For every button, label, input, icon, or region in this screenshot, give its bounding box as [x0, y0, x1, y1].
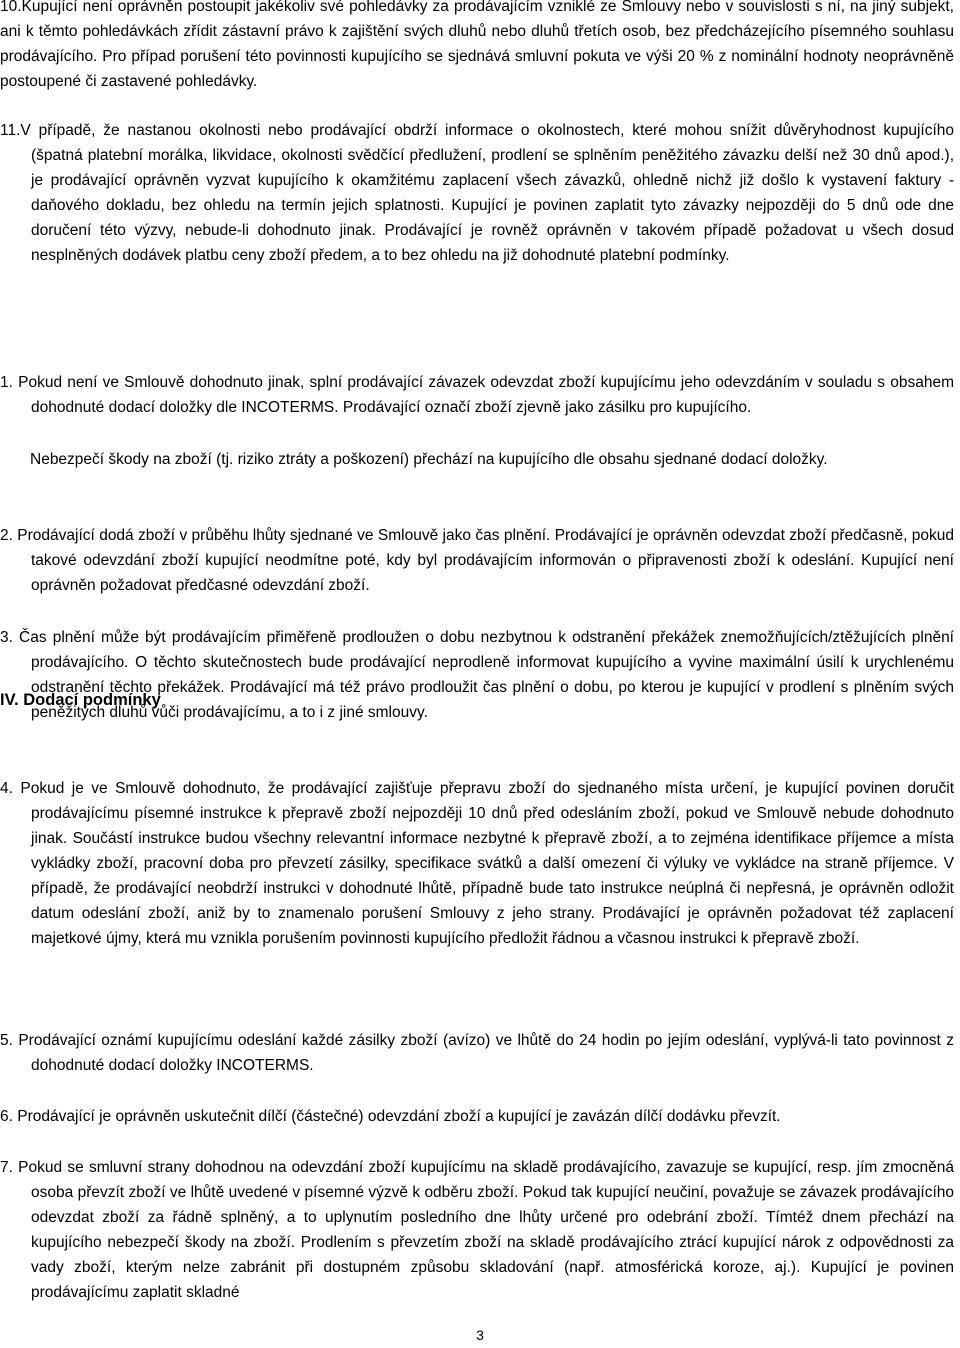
item-number: 6. [0, 1108, 13, 1125]
list-item-4 [0, 776, 954, 951]
list-item-7 [0, 1155, 954, 1305]
item-text: Prodávající dodá zboží v průběhu lhůty sjednané ve Smlouvě jako čas plnění. Prodávající je oprávněn odevzdat zboží předčasně, pokud takové odevzdání zboží kupující neodmítne poté, kdy byl prodávajícím informován o připravenosti zboží k odeslání. Kupující není oprávněn požadovat předčasné odevzdání zboží. [17, 527, 954, 594]
section-heading: IV. Dodací podmínky [0, 691, 161, 709]
item-text: Čas plnění může být prodávajícím přiměřeně prodloužen o dobu nezbytnou k odstranění překážek znemožňujících/ztěžujících plnění prodávajícího. O těchto skutečnostech bude prodávající neprodleně informovat kupujícího a vyvine maximální úsilí k urychlenému odstranění těchto překážek. Prodávající má též právo prodloužit čas plnění o dobu, po kterou je kupující v prodlení s plněním svých peněžitých dluhů vůči prodávajícímu, a to i z jiné smlouvy. [19, 629, 954, 721]
paragraph-11: 11.V případě, že nastanou okolnosti nebo prodávající obdrží informace o okolnostech, které mohou snížit důvěryhodnost kupujícího (špatná platební morálka, likvidace, okolnosti svědčící předlužení, prodlení se splněním peněžitého závazku delší než 30 dnů apod.), je prodávající oprávněn vyzvat kupujícího k okamžitému zaplacení všech závazků, ohledně nichž již došlo k vystavení faktury - daňového dokladu, bez ohledu na termín jejich splatnosti. Kupující je povinen zaplatit tyto závazky nejpozději do 5 dnů ode dne doručení této výzvy, nebude-li dohodnuto jinak. Prodávající je rovněž oprávněn v takovém případě požadovat u všech dosud nesplněných dodávek platbu ceny zboží předem, a to bez ohledu na již dohodnuté platební podmínky. [0, 122, 954, 264]
list-item-2 [0, 523, 954, 598]
item-number: 7. [0, 1159, 13, 1176]
item-text: Prodávající oznámí kupujícímu odeslání každé zásilky zboží (avízo) ve lhůtě do 24 hodin po jejím odeslání, vyplývá-li tato povinnost z dohodnuté dodací doložky INCOTERMS. [18, 1032, 954, 1074]
item-number: 2. [0, 527, 13, 544]
item-text: Pokud se smluvní strany dohodnou na odevzdání zboží kupujícímu na skladě prodávajícího, zavazuje se kupující, resp. jím zmocněná osoba převzít zboží ve lhůtě uvedené v písemné výzvě k odběru zboží. Pokud tak kupující neučiní, považuje se závazek prodávajícího odevzdat zboží za řádně splněný, a to uplynutím posledního dne lhůty určené pro odebrání zboží. Tímtéž dnem přechází na kupujícího nebezpečí škody na zboží. Prodlením s převzetím zboží na skladě prodávajícího ztrácí kupující nárok z odpovědnosti za vady zboží, kterým nelze zabránit při dostupném způsobu skladování (např. atmosférická koroze, aj.). Kupující je povinen prodávajícímu zaplatit skladné [18, 1159, 954, 1301]
list-item-6 [0, 1104, 954, 1129]
item-number: 3. [0, 629, 13, 646]
item-number: 1. [0, 374, 13, 391]
item-text: Pokud není ve Smlouvě dohodnuto jinak, splní prodávající závazek odevzdat zboží kupujícímu jeho odevzdáním v souladu s obsahem dohodnuté dodací doložky dle INCOTERMS. Prodávající označí zboží zjevně jako zásilku pro kupujícího. [18, 374, 954, 416]
item-text: Prodávající je oprávněn uskutečnit dílčí (částečné) odevzdání zboží a kupující je zavázán dílčí dodávku převzít. [17, 1108, 781, 1125]
item-number: 5. [0, 1032, 13, 1049]
list-item-3 [0, 625, 954, 725]
item-number: 4. [0, 780, 13, 797]
item-text: Pokud je ve Smlouvě dohodnuto, že prodávající zajišťuje přepravu zboží do sjednaného místa určení, je kupující povinen doručit prodávajícímu písemné instrukce k přepravě zboží nejpozději 10 dnů před odesláním zboží, pokud ve Smlouvě nebude dohodnuto jinak. Součástí instrukce budou všechny relevantní informace nezbytné k přepravě zboží, a to zejména identifikace příjemce a místa vykládky zboží, pracovní doba pro převzetí zásilky, specifikace svátků a další omezení či výluky ve vykládce na straně příjemce. V případě, že prodávající neobdrží instrukci v dohodnuté lhůtě, případně bude tato instrukce neúplná či nepřesná, je oprávněn odložit datum odeslání zboží, aniž by to znamenalo porušení Smlouvy z jeho strany. Prodávající je oprávněn požadovat též zaplacení majetkové újmy, která mu vznikla porušením povinnosti kupujícího předložit řádnou a včasnou instrukci k přepravě zboží. [20, 780, 955, 947]
paragraph-10: 10.Kupující není oprávněn postoupit jakékoliv své pohledávky za prodávajícím vzniklé ze Smlouvy nebo v souvislosti s ní, na jiný subjekt, ani k těmto pohledávkách zřídit zástavní právo k zajištění svých dluhů nebo dluhů třetích osob, bez předcházejícího písemného souhlasu prodávajícího. Pro případ porušení této povinnosti kupujícího se sjednává smluvní pokuta ve výši 20 % z nominální hodnoty neoprávněně postoupené či zastavené pohledávky. [0, 0, 954, 90]
page-number: 3 [476, 1327, 484, 1343]
list-item-1 [0, 370, 954, 420]
list-item-5 [0, 1028, 954, 1078]
list-item-1-extra: Nebezpečí škody na zboží (tj. riziko ztráty a poškození) přechází na kupujícího dle obsahu sjednané dodací doložky. [30, 451, 828, 468]
